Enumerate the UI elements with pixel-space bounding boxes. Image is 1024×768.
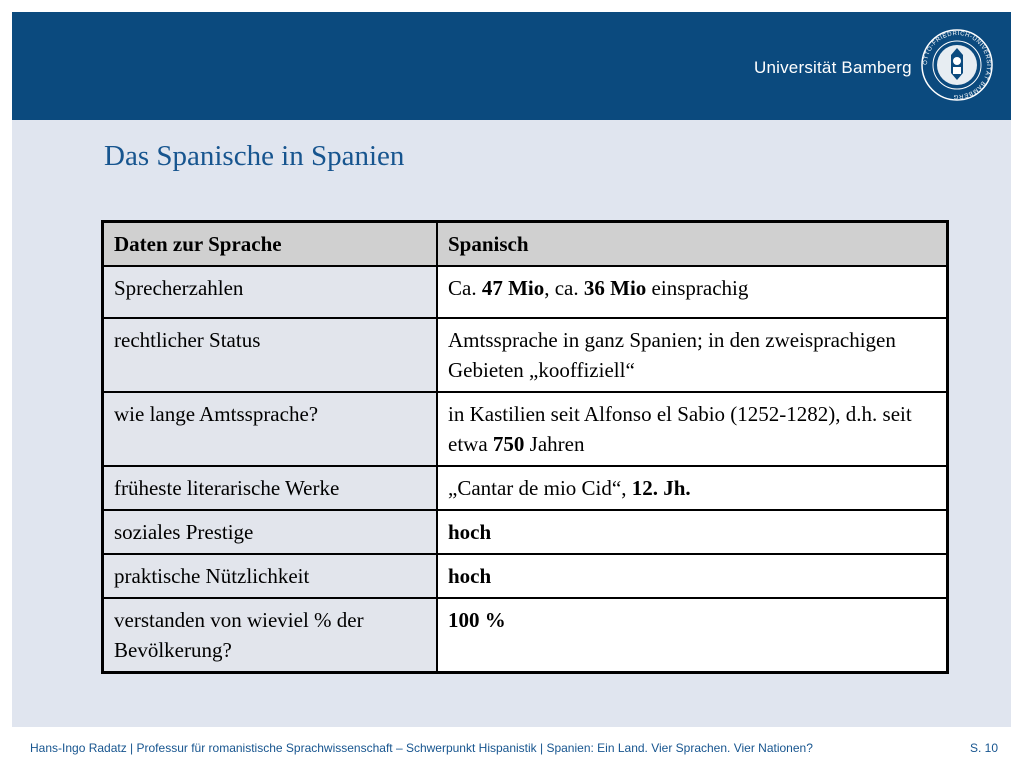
row-value	[437, 510, 948, 554]
table-row	[103, 318, 948, 392]
value-emphasis: 750	[492, 432, 525, 456]
value-text: Jahren	[524, 432, 585, 456]
row-label: Sprecherzahlen	[103, 266, 438, 318]
value-emphasis: hoch	[448, 520, 492, 544]
table-header-row	[103, 222, 948, 267]
value-emphasis: hoch	[448, 564, 492, 588]
row-value	[437, 392, 948, 466]
value-emphasis: 47 Mio	[481, 276, 545, 300]
value-emphasis: 36 Mio	[583, 276, 647, 300]
value-emphasis: 12. Jh.	[631, 476, 691, 500]
table-body	[103, 266, 948, 673]
row-value	[437, 318, 948, 392]
table-row	[103, 598, 948, 673]
language-data-table	[101, 220, 949, 674]
row-value	[437, 466, 948, 510]
row-label: soziales Prestige	[103, 510, 438, 554]
value-text: , ca.	[544, 276, 584, 300]
column-header-topic: Daten zur Sprache	[103, 222, 438, 267]
column-header-spanish: Spanisch	[437, 222, 948, 267]
university-name: Universität Bamberg	[754, 58, 912, 77]
row-label: früheste literarische Werke	[103, 466, 438, 510]
value-text: Ca.	[448, 276, 482, 300]
table-row	[103, 392, 948, 466]
row-label: rechtlicher Status	[103, 318, 438, 392]
row-label: praktische Nützlichkeit	[103, 554, 438, 598]
value-emphasis: 100 %	[448, 608, 506, 632]
row-value	[437, 554, 948, 598]
university-seal-icon	[920, 28, 994, 102]
page-number: S. 10	[969, 741, 998, 755]
value-text: „Cantar de mio Cid“,	[448, 476, 632, 500]
row-label: verstanden von wieviel % der Bevölkerung?	[103, 598, 438, 673]
table-row	[103, 554, 948, 598]
row-value	[437, 266, 948, 318]
value-text: in Kastilien seit Alfonso el Sabio (1252-1282), d.h. seit etwa	[448, 402, 912, 456]
table-row	[103, 466, 948, 510]
footer-text: Hans-Ingo Radatz | Professur für romanistische Sprachwissenschaft – Schwerpunkt Hispanistik | Spanien: Ein Land. Vier Sprachen. Vier Nationen?	[30, 741, 813, 755]
table-row	[103, 266, 948, 318]
table-row	[103, 510, 948, 554]
row-value	[437, 598, 948, 673]
svg-text:OTTO-FRIEDRICH-UNIVERSITÄT BAM: OTTO-FRIEDRICH-UNIVERSITÄT BAMBERG	[922, 30, 992, 100]
row-label: wie lange Amtssprache?	[103, 392, 438, 466]
value-text: einsprachig	[646, 276, 749, 300]
value-text: Amtssprache in ganz Spanien; in den zweisprachigen Gebieten „kooffiziell“	[448, 328, 896, 382]
slide-title: Das Spanische in Spanien	[104, 140, 405, 172]
